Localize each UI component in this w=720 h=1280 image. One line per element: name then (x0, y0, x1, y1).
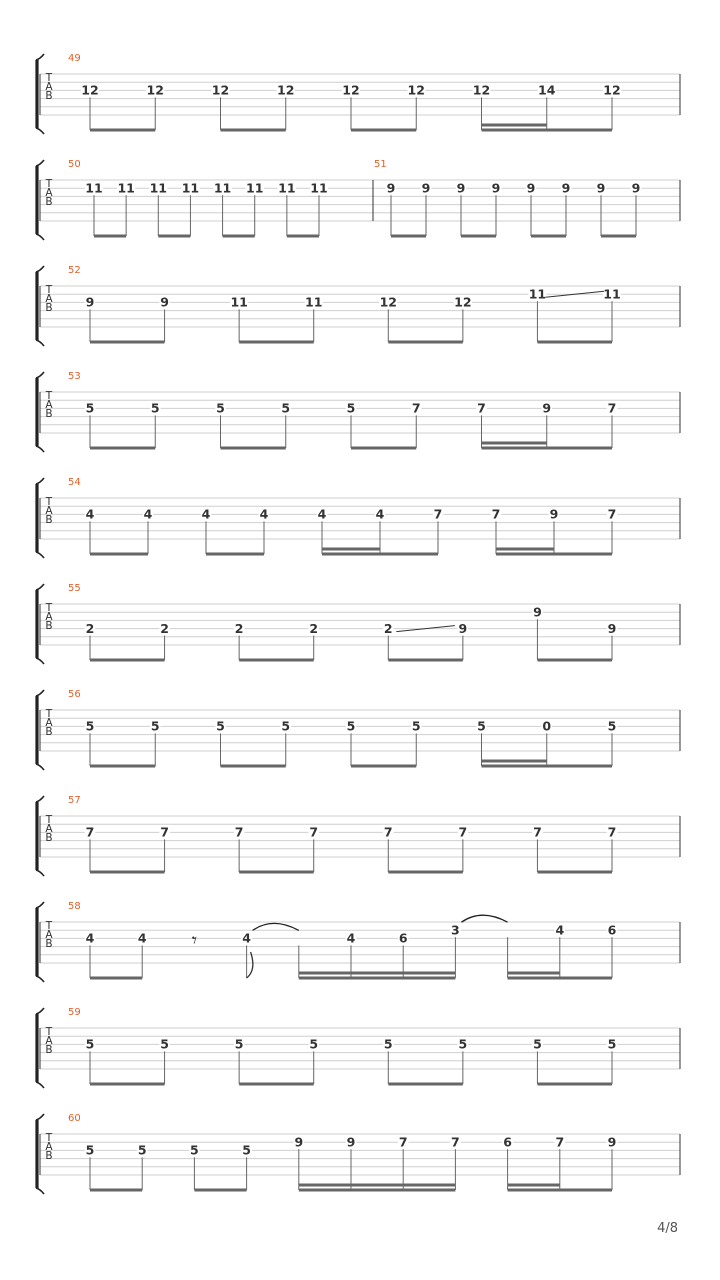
page-number: 4/8 (657, 1221, 678, 1236)
fret-number: 9 (561, 180, 571, 196)
tab-clef-letter: B (45, 620, 53, 632)
fret-number: 7 (533, 824, 542, 840)
bracket-hook-top (36, 372, 44, 378)
measure-number: 54 (68, 477, 81, 488)
fret-number: 7 (85, 824, 95, 840)
fret-number: 9 (421, 180, 431, 196)
tab-clef-letter: B (45, 1044, 53, 1056)
fret-number: 7 (398, 1134, 408, 1150)
fret-number: 5 (607, 1036, 617, 1052)
fret-number: 7 (555, 1134, 565, 1150)
tab-clef-letter: B (45, 408, 53, 420)
tab-clef-letter: B (45, 832, 53, 844)
fret-number: 7 (477, 400, 486, 416)
tab-clef-letter: A (45, 1141, 53, 1153)
tab-clef-letter: T (45, 178, 53, 190)
tab-clef-letter: B (45, 938, 53, 950)
fret-number: 6 (503, 1134, 512, 1150)
fret-number: 11 (278, 180, 296, 196)
fret-number: 5 (242, 1142, 251, 1158)
fret-number: 5 (216, 718, 225, 734)
fret-number: 11 (603, 286, 621, 302)
fret-number: 5 (85, 400, 95, 416)
measure-number: 52 (68, 265, 81, 276)
tab-clef-letter: A (45, 823, 53, 835)
fret-number: 9 (160, 294, 169, 310)
fret-number: 7 (309, 824, 319, 840)
fret-number: 2 (383, 620, 393, 636)
fret-number: 9 (596, 180, 606, 196)
fret-number: 5 (309, 1036, 319, 1052)
bracket-hook-bottom (36, 976, 44, 982)
fret-number: 6 (607, 922, 617, 938)
fret-number: 9 (533, 604, 542, 620)
fret-number: 5 (85, 1036, 95, 1052)
fret-number: 2 (160, 620, 169, 636)
tab-clef-letter: A (45, 399, 53, 411)
tab-clef-letter: T (45, 284, 53, 296)
fret-number: 7 (491, 506, 501, 522)
tab-clef-letter: T (45, 814, 53, 826)
bracket-hook-bottom (36, 764, 44, 770)
tie-arc (253, 923, 299, 930)
fret-number: 7 (607, 824, 617, 840)
fret-number: 5 (190, 1142, 199, 1158)
fret-number: 11 (305, 294, 323, 310)
bracket-hook-top (36, 266, 44, 272)
fret-number: 11 (310, 180, 328, 196)
fret-number: 5 (346, 718, 356, 734)
fret-number: 7 (433, 506, 443, 522)
fret-number: 7 (607, 400, 617, 416)
bracket-hook-top (36, 478, 44, 484)
tab-clef-letter: B (45, 302, 53, 314)
tab-clef-letter: A (45, 717, 53, 729)
fret-number: 9 (85, 294, 95, 310)
fret-number: 7 (607, 506, 617, 522)
measure-number: 57 (68, 795, 81, 806)
fret-number: 4 (555, 922, 565, 938)
fret-number: 5 (150, 400, 160, 416)
fret-number: 9 (607, 1134, 617, 1150)
fret-number: 4 (137, 930, 147, 946)
fret-number: 5 (85, 1142, 95, 1158)
fret-number: 4 (375, 506, 385, 522)
fret-number: 5 (346, 400, 356, 416)
bracket-hook-bottom (36, 128, 44, 134)
fret-number: 7 (411, 400, 421, 416)
bracket-hook-top (36, 160, 44, 166)
fret-number: 5 (234, 1036, 244, 1052)
measure-number: 49 (68, 53, 81, 64)
fret-number: 7 (160, 824, 169, 840)
fret-number: 7 (458, 824, 468, 840)
fret-number: 9 (294, 1134, 304, 1150)
measure-number: 56 (68, 689, 81, 700)
fret-number: 14 (538, 82, 556, 98)
bracket-hook-bottom (36, 1082, 44, 1088)
fret-number: 5 (383, 1036, 393, 1052)
fret-number: 6 (398, 930, 408, 946)
tab-clef-letter: T (45, 1132, 53, 1144)
fret-number: 11 (230, 294, 248, 310)
fret-number: 4 (85, 506, 95, 522)
tab-clef-letter: A (45, 1035, 53, 1047)
tab-clef-letter: B (45, 196, 53, 208)
fret-number: 2 (85, 620, 95, 636)
fret-number: 11 (181, 180, 200, 196)
tab-clef-letter: T (45, 496, 53, 508)
fret-number: 5 (458, 1036, 468, 1052)
fret-number: 4 (317, 506, 327, 522)
tab-clef-letter: T (45, 72, 53, 84)
tab-clef-letter: A (45, 187, 53, 199)
fret-number: 5 (216, 400, 225, 416)
bracket-hook-bottom (36, 552, 44, 558)
fret-number: 2 (234, 620, 244, 636)
tab-clef-letter: A (45, 293, 53, 305)
measure-number: 55 (68, 583, 81, 594)
measure-number: 50 (68, 159, 81, 170)
measure-number: 60 (68, 1113, 81, 1124)
fret-number: 11 (246, 180, 264, 196)
bracket-hook-top (36, 796, 44, 802)
fret-number: 5 (160, 1036, 169, 1052)
tab-clef-letter: T (45, 1026, 53, 1038)
bracket-hook-bottom (36, 234, 44, 240)
fret-number: 12 (277, 82, 295, 98)
fret-number: 5 (477, 718, 486, 734)
fret-number: 4 (85, 930, 95, 946)
tab-clef-letter: T (45, 390, 53, 402)
bracket-hook-top (36, 54, 44, 60)
tab-clef-letter: T (45, 708, 53, 720)
bracket-hook-bottom (36, 446, 44, 452)
fret-number: 9 (346, 1134, 356, 1150)
fret-number: 12 (454, 294, 472, 310)
fret-number: 11 (117, 180, 135, 196)
fret-number: 11 (85, 180, 103, 196)
measure-number: 51 (374, 159, 387, 170)
tab-clef-letter: B (45, 726, 53, 738)
fret-number: 7 (451, 1134, 460, 1150)
fret-number: 2 (309, 620, 319, 636)
tab-clef-letter: B (45, 90, 53, 102)
fret-number: 4 (242, 930, 251, 946)
bracket-hook-top (36, 1114, 44, 1120)
fret-number: 5 (533, 1036, 542, 1052)
fret-number: 9 (491, 180, 501, 196)
fret-number: 5 (607, 718, 617, 734)
fret-number: 12 (603, 82, 621, 98)
tab-clef-letter: A (45, 505, 53, 517)
fret-number: 0 (542, 718, 552, 734)
fret-number: 11 (149, 180, 167, 196)
tab-clef-letter: A (45, 929, 53, 941)
measure-number: 58 (68, 901, 81, 912)
bracket-hook-bottom (36, 658, 44, 664)
fret-number: 9 (542, 400, 552, 416)
bracket-hook-top (36, 902, 44, 908)
bracket-hook-top (36, 690, 44, 696)
fret-number: 12 (342, 82, 360, 98)
fret-number: 5 (411, 718, 421, 734)
fret-number: 9 (631, 180, 641, 196)
fret-number: 4 (143, 506, 153, 522)
tab-clef-letter: A (45, 81, 53, 93)
fret-number: 12 (407, 82, 425, 98)
fret-number: 11 (213, 180, 232, 196)
fret-number: 7 (383, 824, 393, 840)
fret-number: 12 (146, 82, 164, 98)
fret-number: 12 (472, 82, 491, 98)
fret-number: 12 (379, 294, 397, 310)
fret-number: 5 (281, 718, 291, 734)
bracket-hook-bottom (36, 340, 44, 346)
eighth-rest: 𝄾 (191, 928, 198, 952)
fret-number: 5 (281, 400, 291, 416)
measure-number: 53 (68, 371, 81, 382)
bracket-hook-top (36, 1008, 44, 1014)
fret-number: 4 (346, 930, 356, 946)
fret-number: 9 (386, 180, 396, 196)
fret-number: 9 (526, 180, 536, 196)
fret-number: 9 (607, 620, 617, 636)
note-flag (247, 952, 253, 978)
fret-number: 5 (137, 1142, 147, 1158)
fret-number: 12 (81, 82, 99, 98)
tab-clef-letter: B (45, 1150, 53, 1162)
measure-number: 59 (68, 1007, 81, 1018)
fret-number: 3 (451, 922, 460, 938)
bracket-hook-bottom (36, 870, 44, 876)
tab-clef-letter: B (45, 514, 53, 526)
tab-clef-letter: T (45, 920, 53, 932)
bracket-hook-bottom (36, 1188, 44, 1194)
fret-number: 5 (85, 718, 95, 734)
fret-number: 4 (259, 506, 269, 522)
tab-clef-letter: A (45, 611, 53, 623)
fret-number: 11 (528, 286, 547, 302)
fret-number: 9 (549, 506, 559, 522)
tab-clef-letter: T (45, 602, 53, 614)
fret-number: 5 (150, 718, 160, 734)
bracket-hook-top (36, 584, 44, 590)
tie-arc (461, 915, 507, 922)
fret-number: 9 (456, 180, 466, 196)
fret-number: 9 (458, 620, 468, 636)
fret-number: 7 (234, 824, 244, 840)
fret-number: 4 (201, 506, 211, 522)
fret-number: 12 (211, 82, 230, 98)
